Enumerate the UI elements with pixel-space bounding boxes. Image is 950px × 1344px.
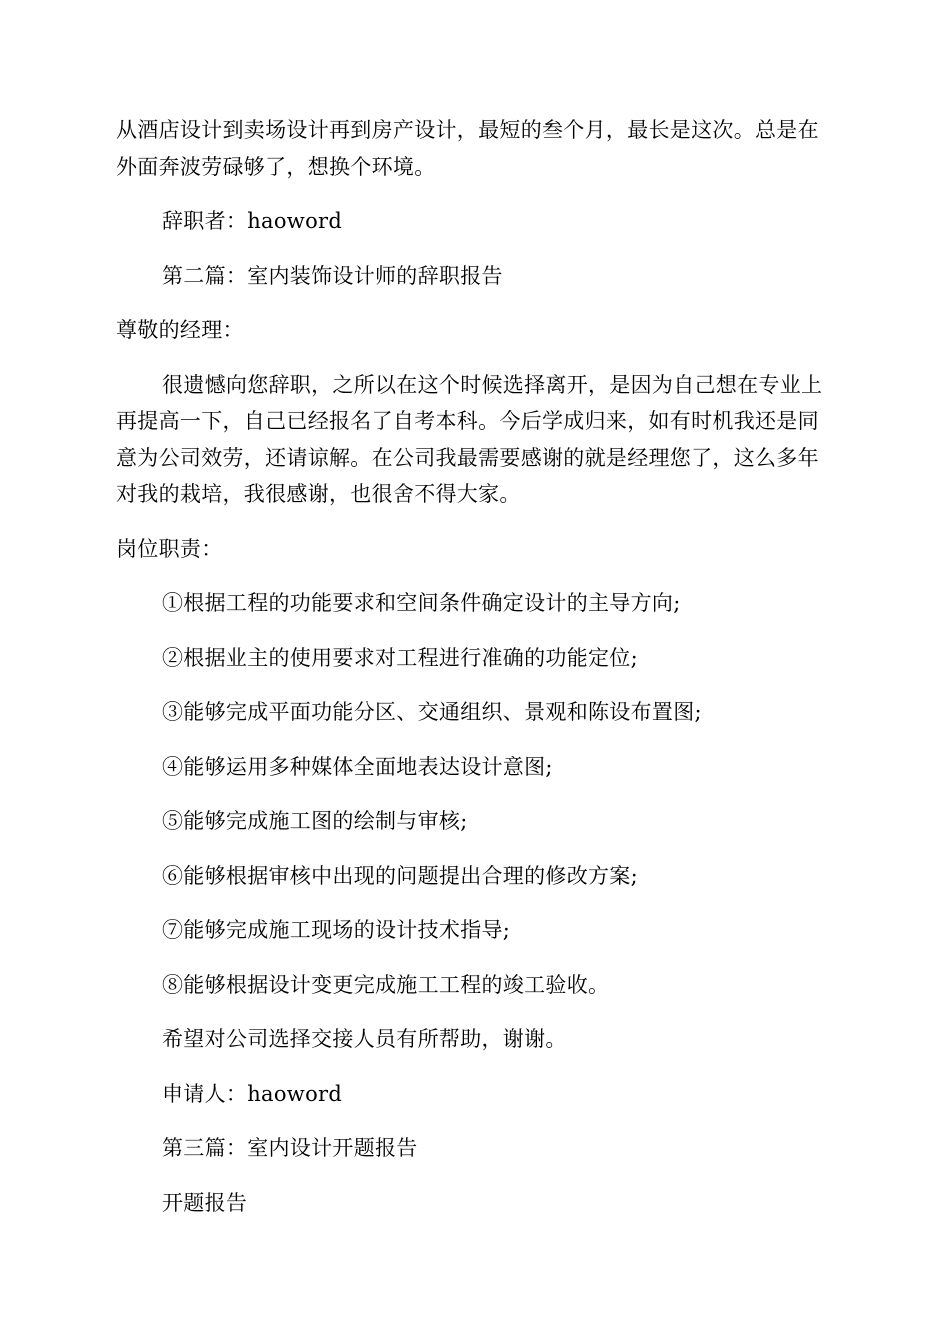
duty-item-7: ⑦能够完成施工现场的设计技术指导; (162, 918, 511, 942)
report-title: 开题报告 (162, 1190, 248, 1215)
duty-item-1: ①根据工程的功能要求和空间条件确定设计的主导方向; (162, 591, 681, 615)
closing-remark: 希望对公司选择交接人员有所帮助，谢谢。 (162, 1027, 567, 1051)
duty-item-5: ⑤能够完成施工图的绘制与审核; (162, 809, 468, 833)
paragraph-intro: 从酒店设计到卖场设计再到房产设计，最短的叁个月，最长是这次。总是在外面奔波劳碌够了，想换个环境。 (116, 118, 819, 179)
duty-item-8: ⑧能够根据设计变更完成施工工程的竣工验收。 (162, 972, 610, 997)
document-page (116, 112, 836, 1221)
duty-item-6: ⑥能够根据审核中出现的问题提出合理的修改方案; (162, 863, 638, 888)
section-heading-3: 第三篇：室内设计开题报告 (162, 1136, 418, 1160)
salutation: 尊敬的经理： (116, 318, 244, 342)
paragraph-resignation: 很遗憾向您辞职，之所以在这个时候选择离开，是因为自己想在专业上再提高一下，自己已经报名了自考本科。今后学成归来，如有时机我还是同意为公司效劳，还请谅解。在公司我最需要感谢的就是经理您了，这么多年对我的栽培，我很感谢，也很舍不得大家。 (116, 372, 823, 506)
duty-item-4: ④能够运用多种媒体全面地表达设计意图; (162, 754, 553, 779)
duty-item-2: ②根据业主的使用要求对工程进行准确的功能定位; (162, 645, 638, 670)
resigner-signature: 辞职者：haoword (162, 209, 343, 233)
applicant-signature: 申请人：haoword (162, 1081, 343, 1106)
section-heading-2: 第二篇：室内装饰设计师的辞职报告 (162, 263, 503, 288)
duties-heading: 岗位职责： (116, 536, 223, 561)
duty-item-3: ③能够完成平面功能分区、交通组织、景观和陈设布置图; (162, 700, 702, 724)
